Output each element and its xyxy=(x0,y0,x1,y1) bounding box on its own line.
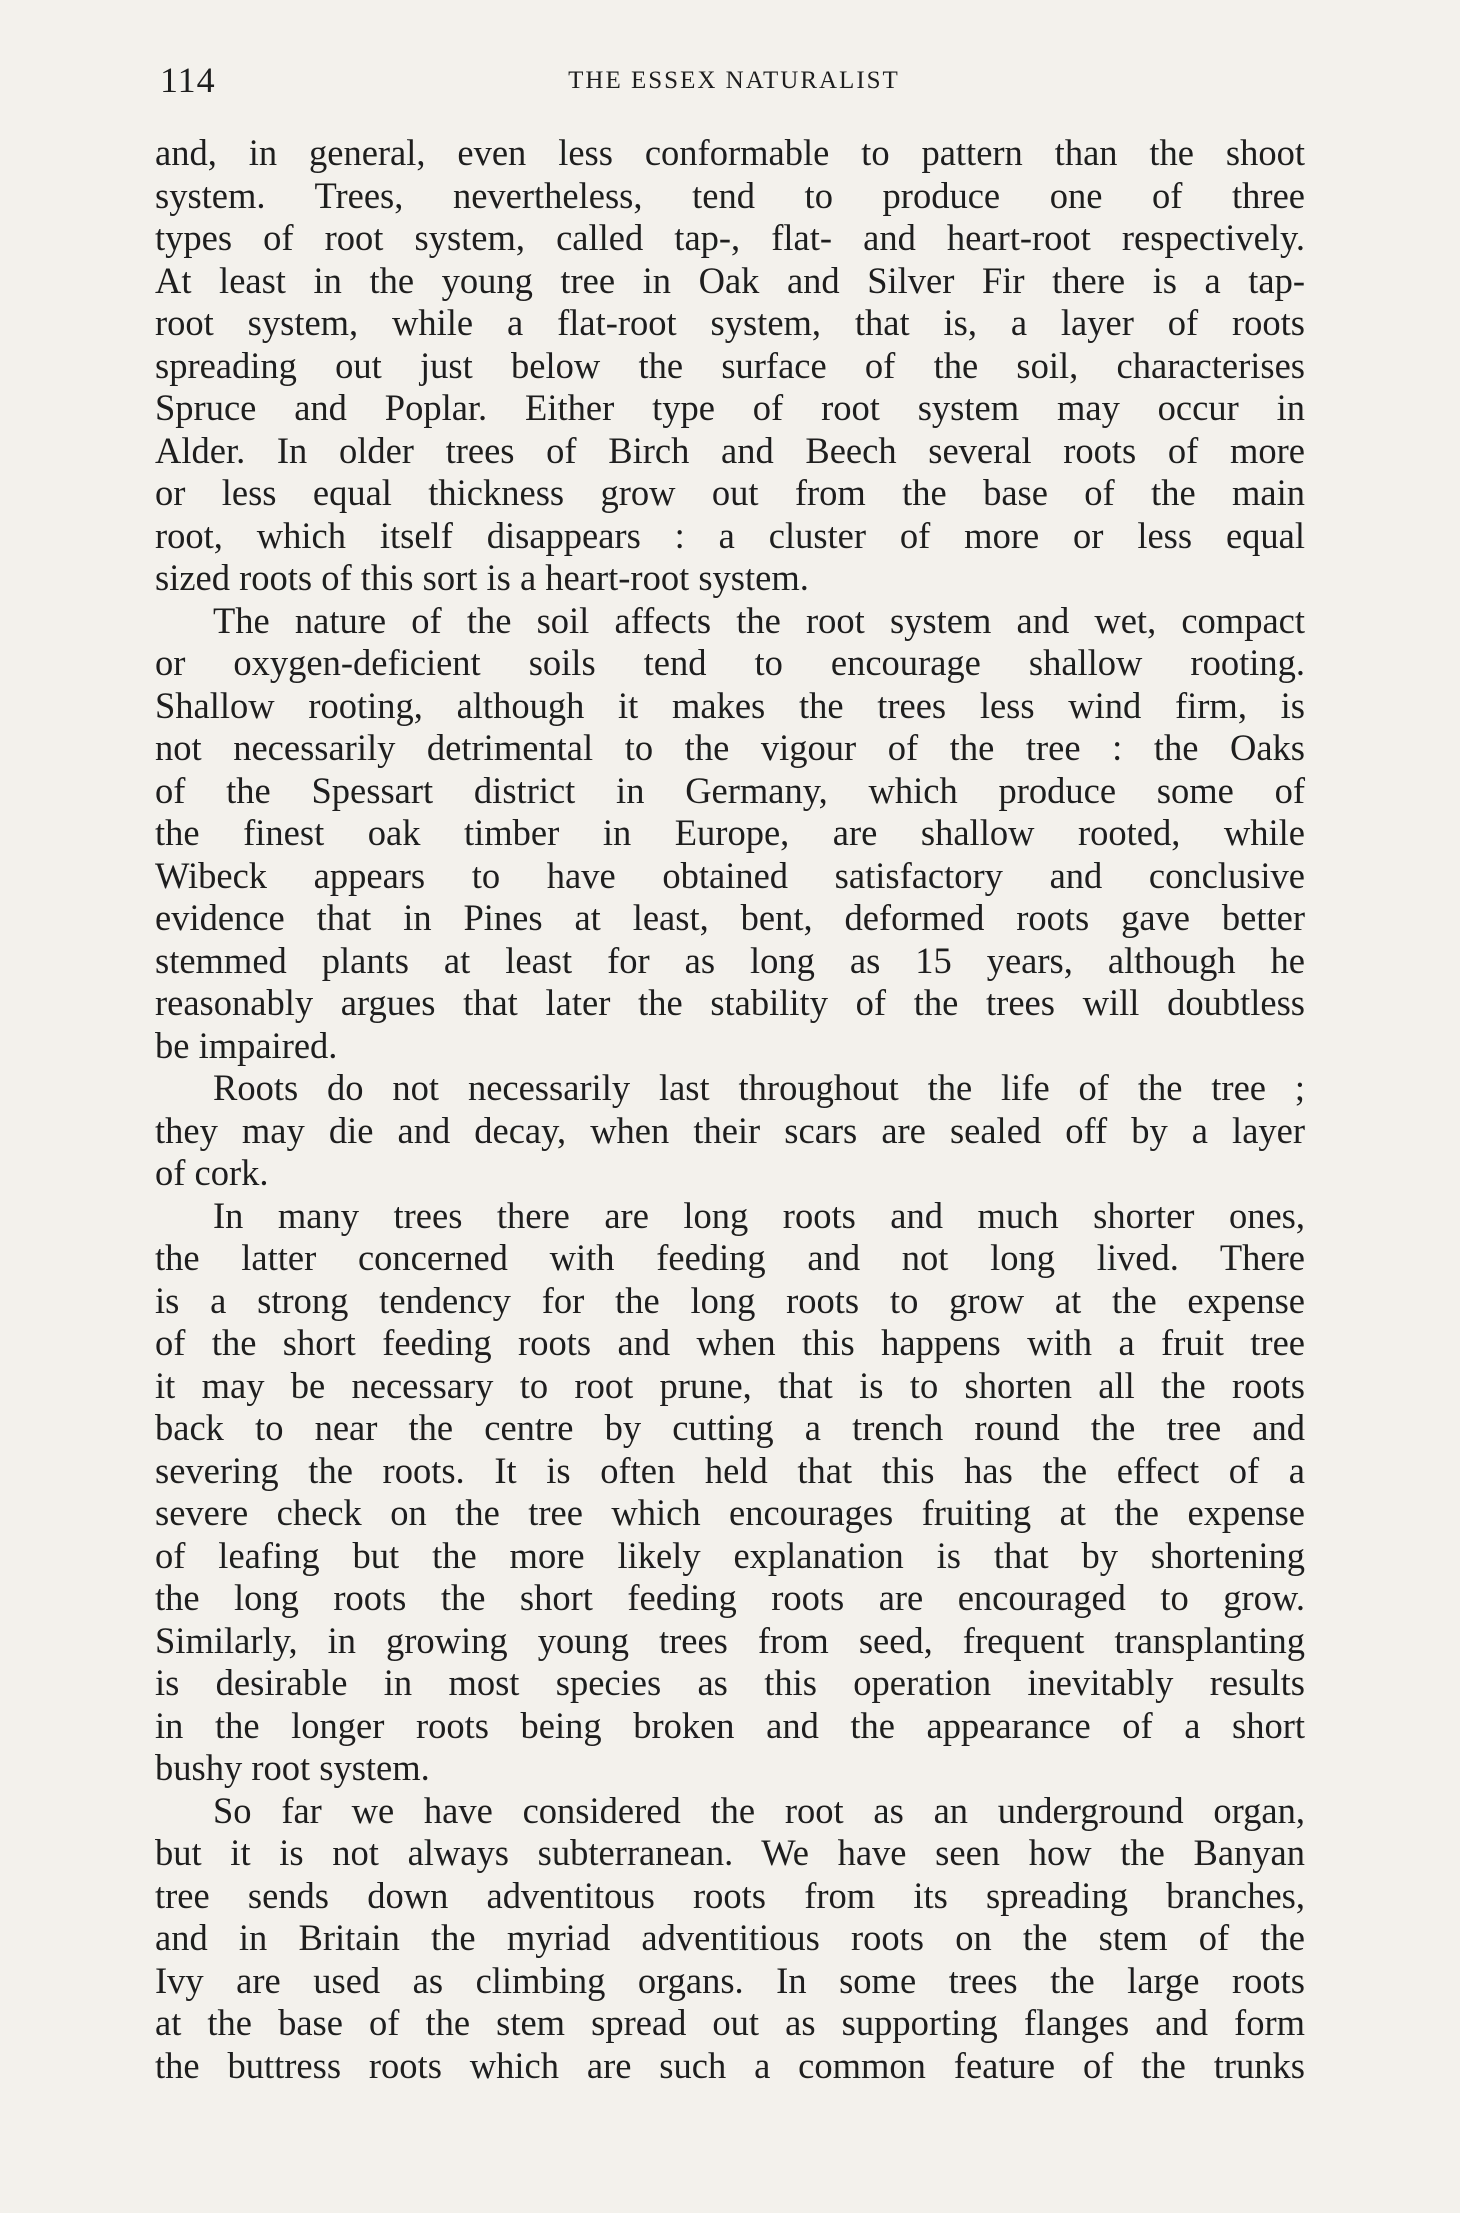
text-line: evidence that in Pines at least, bent, deformed roots gave better xyxy=(155,897,1305,938)
text-line: tree sends down adventitous roots from its spreading branches, xyxy=(155,1874,1305,1916)
text-line: the latter concerned with feeding and not long lived. There xyxy=(155,1237,1305,1278)
text-line: bushy root system. xyxy=(155,1747,430,1788)
paragraph xyxy=(155,600,1305,1068)
text-line: or oxygen-deficient soils tend to encourage shallow rooting. xyxy=(155,642,1305,683)
body-text xyxy=(155,132,1305,2087)
text-line: in the longer roots being broken and the appearance of a short xyxy=(155,1704,1305,1746)
text-line: of cork. xyxy=(155,1152,269,1193)
text-line: the finest oak timber in Europe, are shallow rooted, while xyxy=(155,812,1305,853)
text-line: Shallow rooting, although it makes the trees less wind firm, is xyxy=(155,684,1305,726)
text-line: At least in the young tree in Oak and Silver Fir there is a tap- xyxy=(155,259,1305,301)
paragraph xyxy=(155,132,1305,600)
text-line: root, which itself disappears : a cluster of more or less equal xyxy=(155,514,1305,556)
text-line: Ivy are used as climbing organs. In some trees the large roots xyxy=(155,1959,1305,2001)
page-number: 114 xyxy=(160,60,216,100)
text-line: and, in general, even less conformable to pattern than the shoot xyxy=(155,132,1305,173)
text-line: of the Spessart district in Germany, which produce some of xyxy=(155,769,1305,811)
text-line: In many trees there are long roots and much shorter ones, xyxy=(213,1194,1305,1236)
text-line: sized roots of this sort is a heart-root system. xyxy=(155,557,809,598)
paragraph xyxy=(155,1067,1305,1195)
page-header xyxy=(160,55,1308,105)
text-line: or less equal thickness grow out from the base of the main xyxy=(155,472,1305,513)
text-line: root system, while a flat-root system, that is, a layer of roots xyxy=(155,302,1305,343)
text-line: the long roots the short feeding roots are encouraged to grow. xyxy=(155,1577,1305,1618)
text-line: spreading out just below the surface of the soil, characterises xyxy=(155,344,1305,386)
text-line: severe check on the tree which encourages fruiting at the expense xyxy=(155,1492,1305,1533)
text-line: stemmed plants at least for as long as 15 years, although he xyxy=(155,939,1305,981)
text-line: The nature of the soil affects the root system and wet, compact xyxy=(213,599,1305,641)
text-line: of the short feeding roots and when this happens with a fruit tree xyxy=(155,1322,1305,1363)
paragraph xyxy=(155,1195,1305,1790)
text-line: reasonably argues that later the stability of the trees will doubtless xyxy=(155,982,1305,1023)
text-line: back to near the centre by cutting a trench round the tree and xyxy=(155,1407,1305,1448)
text-line: Spruce and Poplar. Either type of root system may occur in xyxy=(155,387,1305,428)
text-line: at the base of the stem spread out as supporting flanges and form xyxy=(155,2002,1305,2043)
text-line: be impaired. xyxy=(155,1024,338,1066)
text-line: So far we have considered the root as an underground organ, xyxy=(213,1789,1305,1831)
text-line: not necessarily detrimental to the vigour of the tree : the Oaks xyxy=(155,727,1305,768)
text-line: types of root system, called tap-, flat- and heart-root respectively. xyxy=(155,217,1305,258)
text-line: and in Britain the myriad adventitious roots on the stem of the xyxy=(155,1917,1305,1958)
text-line: severing the roots. It is often held that this has the effect of a xyxy=(155,1449,1305,1491)
text-line: is a strong tendency for the long roots to grow at the expense xyxy=(155,1279,1305,1321)
text-line: Alder. In older trees of Birch and Beech several roots of more xyxy=(155,429,1305,471)
text-line: but it is not always subterranean. We have seen how the Banyan xyxy=(155,1832,1305,1873)
text-line: of leafing but the more likely explanation is that by shortening xyxy=(155,1534,1305,1576)
text-line: Roots do not necessarily last throughout the life of the tree ; xyxy=(213,1067,1305,1108)
text-line: is desirable in most species as this operation inevitably results xyxy=(155,1662,1305,1703)
text-line: they may die and decay, when their scars are sealed off by a layer xyxy=(155,1109,1305,1151)
text-line: it may be necessary to root prune, that is to shorten all the roots xyxy=(155,1364,1305,1406)
text-line: Similarly, in growing young trees from seed, frequent transplanting xyxy=(155,1619,1305,1661)
text-line: the buttress roots which are such a common feature of the trunks xyxy=(155,2044,1305,2086)
text-line: Wibeck appears to have obtained satisfactory and conclusive xyxy=(155,854,1305,896)
text-line: system. Trees, nevertheless, tend to produce one of three xyxy=(155,174,1305,216)
running-head: THE ESSEX NATURALIST xyxy=(568,67,900,94)
paragraph xyxy=(155,1790,1305,2088)
